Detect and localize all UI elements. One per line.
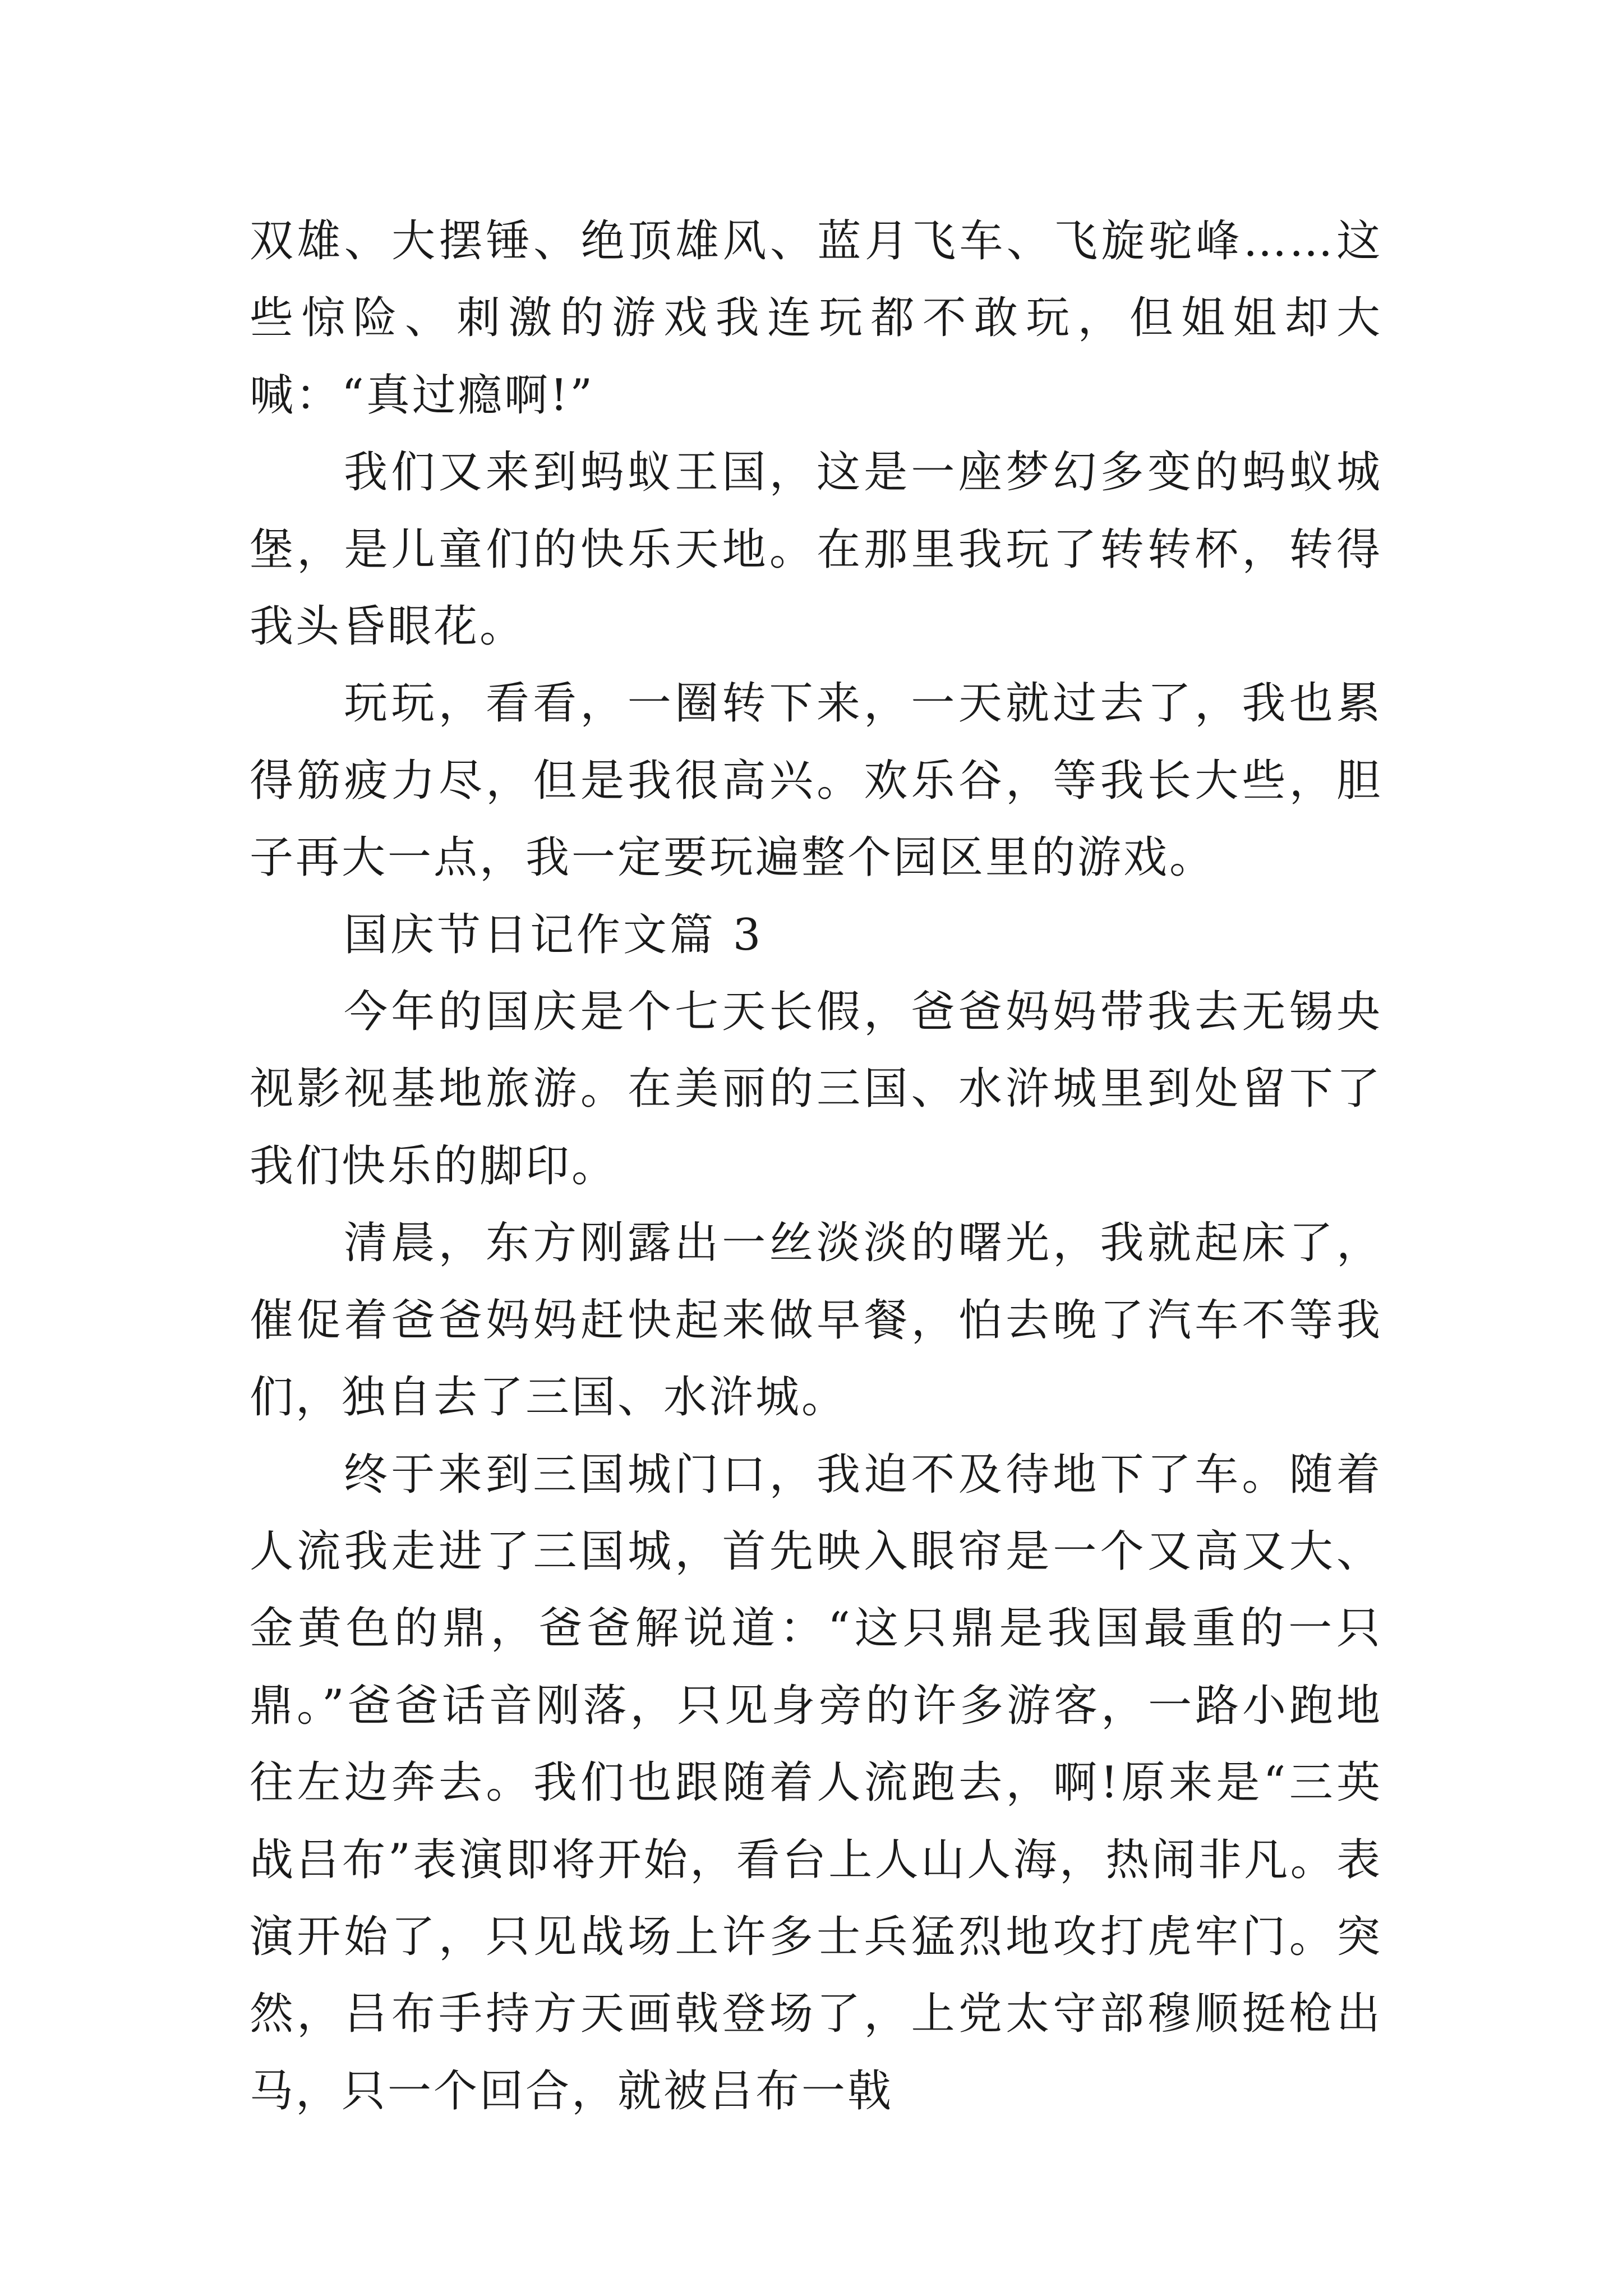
- section-heading: 国庆节日记作文篇 3: [344, 909, 764, 960]
- paragraph-early-morning: 清晨，东方刚露出一丝淡淡的曙光，我就起床了，催促着爸爸妈妈赶快起来做早餐，怕去晚了汽车不等我们，独自去了三国、水浒城。: [250, 1218, 1382, 1423]
- paragraph-continuation: 双雄、大摆锤、绝顶雄风、蓝月飞车、飞旋驼峰……这些惊险、刺激的游戏我连玩都不敢玩，但姐姐却大喊：“真过瘾啊!”: [250, 216, 1382, 421]
- paragraph-national-day-trip: 今年的国庆是个七天长假，爸爸妈妈带我去无锡央视影视基地旅游。在美丽的三国、水浒城里到处留下了我们快乐的脚印。: [250, 987, 1382, 1191]
- paragraph-three-kingdoms-city: 终于来到三国城门口，我迫不及待地下了车。随着人流我走进了三国城，首先映入眼帘是一个又高又大、金黄色的鼎，爸爸解说道：“这只鼎是我国最重的一只鼎。”爸爸话音刚落，只见身旁的许多游客，一路小跑地往左边奔去。我们也跟随着人流跑去，啊!原来是“三英战吕布”表演即将开始，看台上人山人海，热闹非凡。表演开始了，只见战场上许多士兵猛烈地攻打虎牢门。突然，吕布手持方天画戟登场了，上党太守部穆顺挺枪出马，只一个回合，就被吕布一戟: [250, 1449, 1382, 2116]
- document-body: [250, 203, 1382, 2130]
- paragraph-day-end: 玩玩，看看，一圈转下来，一天就过去了，我也累得筋疲力尽，但是我很高兴。欢乐谷，等我长大些，胆子再大一点，我一定要玩遍整个园区里的游戏。: [250, 678, 1382, 884]
- paragraph-ant-kingdom: 我们又来到蚂蚁王国，这是一座梦幻多变的蚂蚁城堡，是儿童们的快乐天地。在那里我玩了转转杯，转得我头昏眼花。: [250, 447, 1382, 652]
